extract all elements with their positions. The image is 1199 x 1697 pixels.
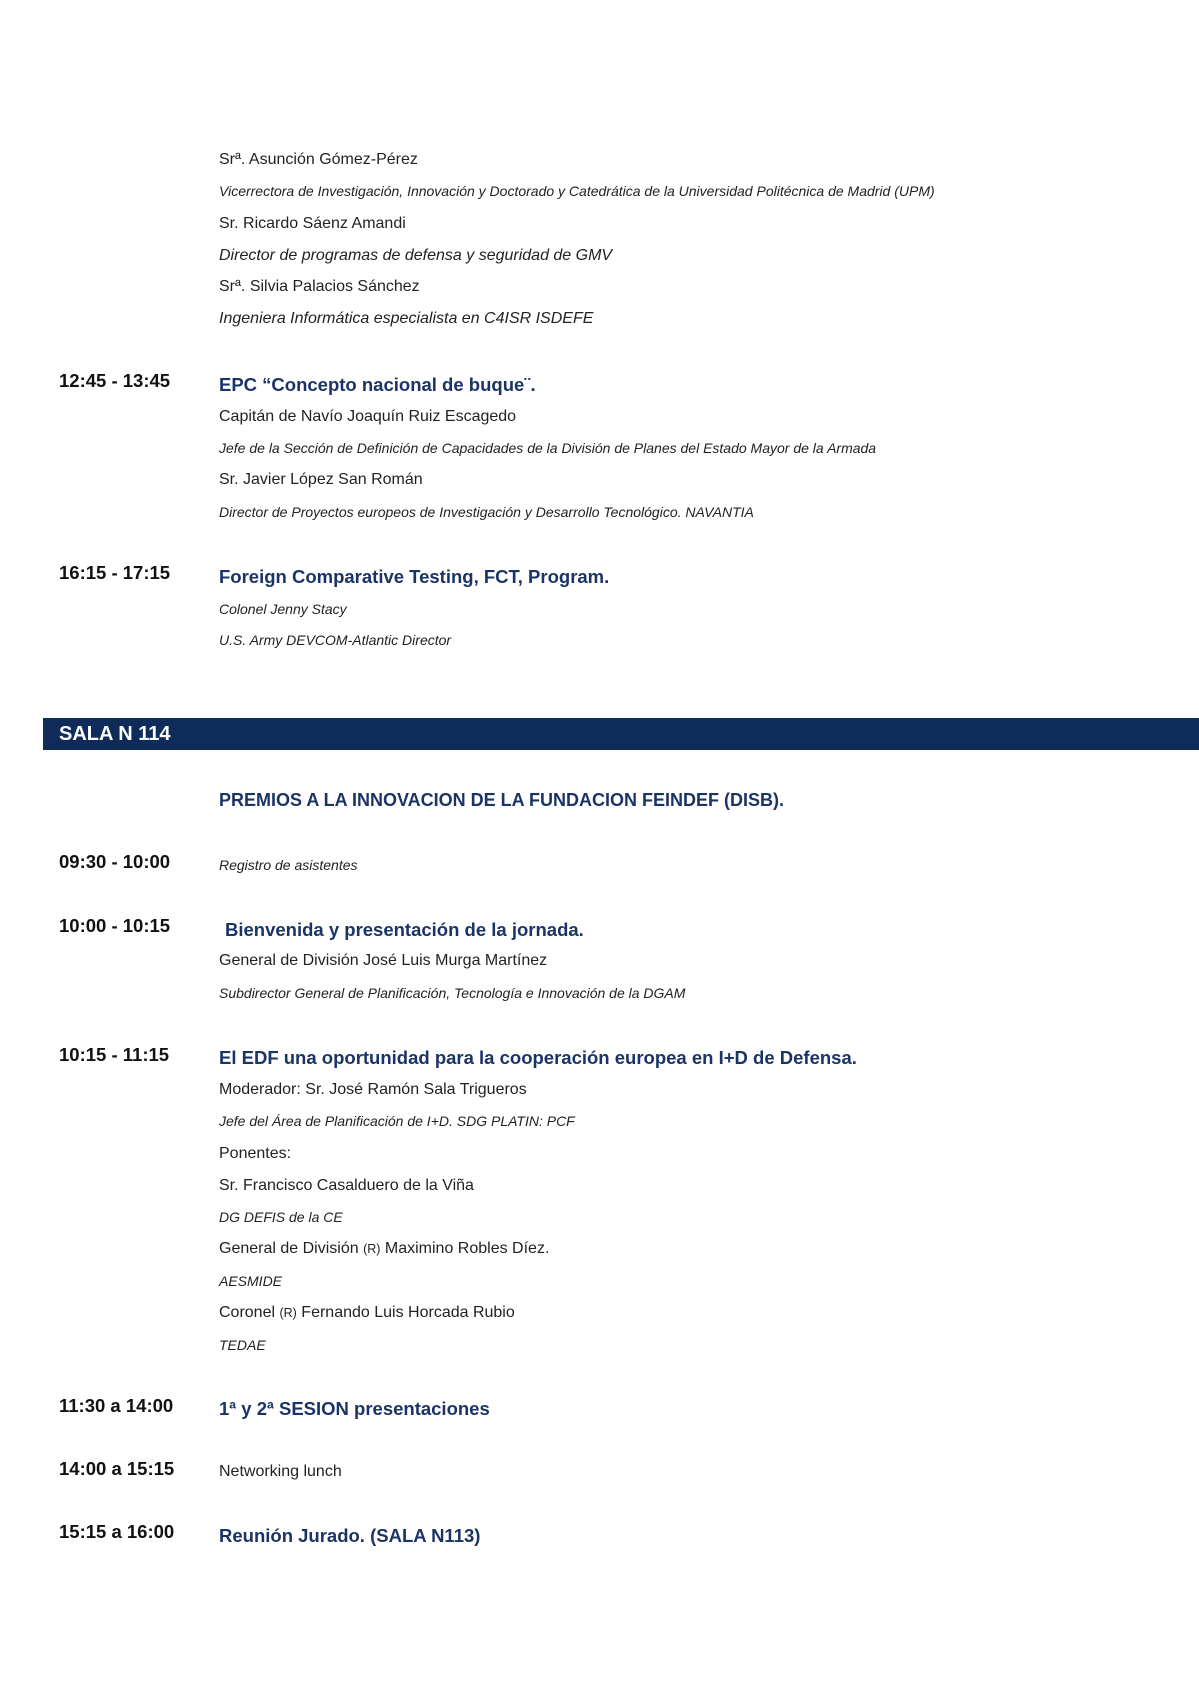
session-title: El EDF una oportunidad para la cooperación europea en I+D de Defensa. [219,1047,857,1068]
session-time: 15:15 a 16:00 [59,1521,175,1542]
retired-mark: (R) [363,1242,381,1256]
speaker-name: Srª. Asunción Gómez-Pérez [219,151,418,168]
session-text: Registro de asistentes [219,857,358,873]
speaker-name: General de División José Luis Murga Martínez [219,952,548,969]
session-title: Foreign Comparative Testing, FCT, Program. [219,566,610,587]
session-time: 10:15 - 11:15 [59,1044,170,1065]
speaker-name [219,1304,515,1322]
speaker-role: Jefe de la Sección de Definición de Capacidades de la División de Planes del Estado Mayor de la Armada [219,440,877,456]
speaker-role: TEDAE [219,1337,266,1353]
speaker-role: DG DEFIS de la CE [219,1209,343,1225]
speaker-role: Director de programas de defensa y seguridad de GMV [219,247,613,264]
session-title: 1ª y 2ª SESION presentaciones [219,1398,490,1419]
speaker-role: AESMIDE [219,1273,283,1289]
speaker-role: Subdirector General de Planificación, Tecnología e Innovación de la DGAM [219,985,686,1001]
session-title: EPC “Concepto nacional de buque¨. [219,374,536,395]
session-time: 12:45 - 13:45 [59,370,171,391]
speaker-name [219,1240,549,1258]
retired-mark: (R) [279,1306,297,1320]
moderator-role: Jefe del Área de Planificación de I+D. SDG PLATIN: PCF [219,1113,575,1129]
ponentes-label: Ponentes: [219,1145,292,1162]
speaker-name-suffix: Fernando Luis Horcada Rubio [301,1304,515,1321]
session-time: 16:15 - 17:15 [59,562,171,583]
session-text: Networking lunch [219,1463,342,1480]
sala-header-bar [43,718,1199,750]
session-title: Bienvenida y presentación de la jornada. [225,919,584,940]
speaker-name: Srª. Silvia Palacios Sánchez [219,278,420,295]
session-time: 10:00 - 10:15 [59,915,171,936]
speaker-name: Sr. Ricardo Sáenz Amandi [219,215,406,232]
session-time: 14:00 a 15:15 [59,1458,175,1479]
speaker-name-prefix: Coronel [219,1304,276,1321]
session-time: 09:30 - 10:00 [59,851,171,872]
speaker-role: U.S. Army DEVCOM-Atlantic Director [219,632,452,648]
speaker-name-prefix: General de División [219,1240,359,1257]
speaker-role: Vicerrectora de Investigación, Innovación y Doctorado y Catedrática de la Universidad Politécnica de Madrid (UPM) [219,183,935,199]
speaker-name: Sr. Javier López San Román [219,471,423,488]
session-time: 11:30 a 14:00 [59,1395,174,1416]
speaker-name: Sr. Francisco Casalduero de la Viña [219,1177,474,1194]
session-title: Reunión Jurado. (SALA N113) [219,1525,481,1546]
speaker-role: Ingeniera Informática especialista en C4ISR ISDEFE [219,310,594,327]
speaker-name-suffix: Maximino Robles Díez. [384,1240,550,1257]
speaker-name: Capitán de Navío Joaquín Ruiz Escagedo [219,408,517,425]
sala-label: SALA N 114 [59,723,171,745]
moderator-name: Moderador: Sr. José Ramón Sala Trigueros [219,1081,527,1098]
speaker-role: Director de Proyectos europeos de Investigación y Desarrollo Tecnológico. NAVANTIA [219,504,754,520]
speaker-name: Colonel Jenny Stacy [219,601,347,617]
sala-heading: PREMIOS A LA INNOVACION DE LA FUNDACION FEINDEF (DISB). [219,790,784,810]
